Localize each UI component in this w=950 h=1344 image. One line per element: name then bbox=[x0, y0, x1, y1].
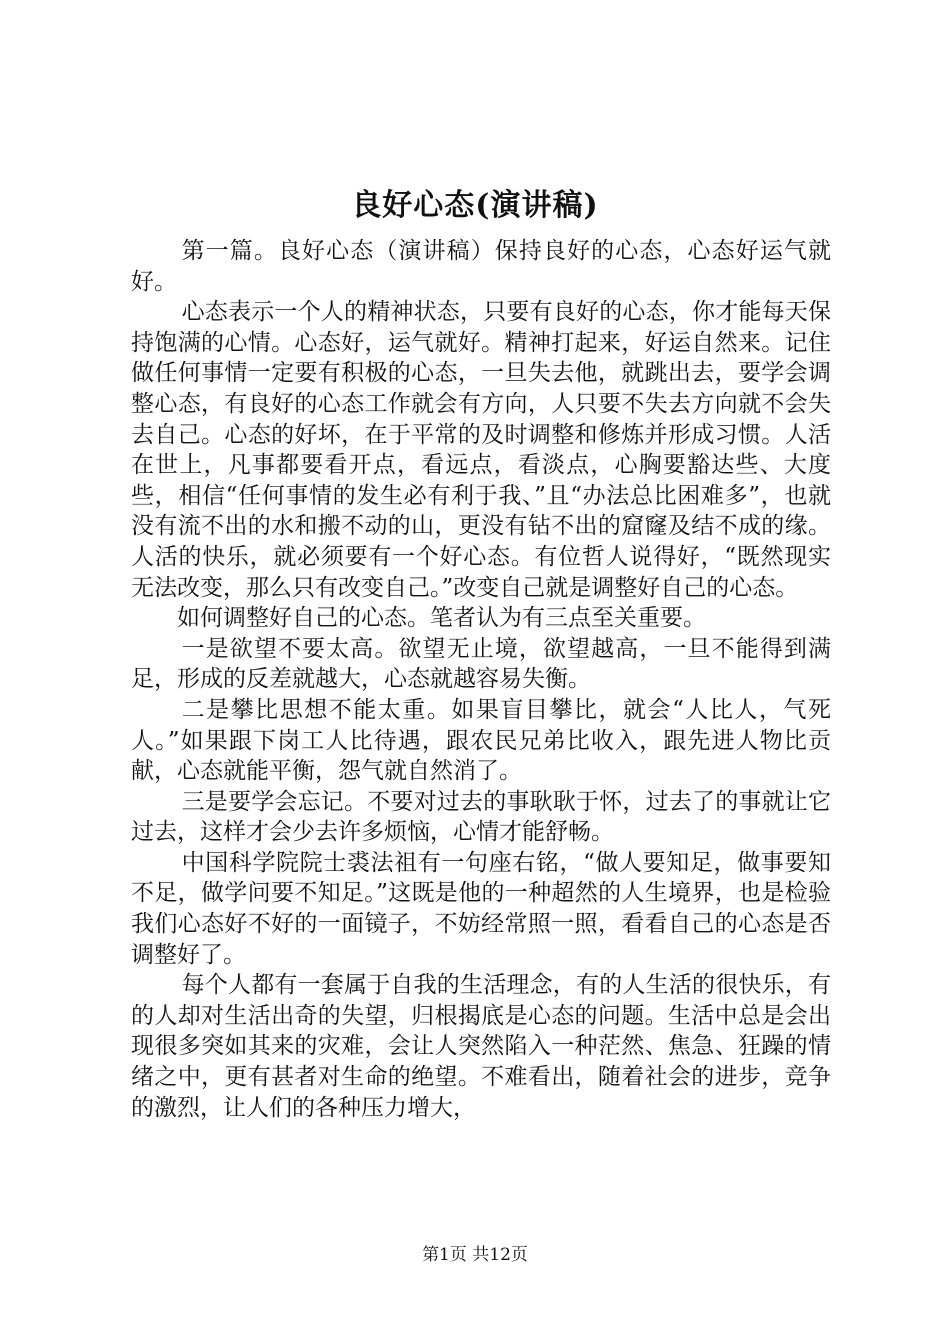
paragraph-2: 心态表示一个人的精神状态，只要有良好的心态，你才能每天保持饱满的心情。心态好，运气就好。精神打起来，好运自然来。记住做任何事情一定要有积极的心态，一旦失去他，就跳出去，要学会调整心态，有良好的心态工作就会有方向，人只要不失去方向就不会失去自己。心态的好坏，在于平常的及时调整和修炼并形成习惯。人活在世上，凡事都要看开点，看远点，看淡点，心胸要豁达些、大度些，相信“任何事情的发生必有利于我、”且“办法总比困难多”，也就没有流不出的水和搬不动的山，更没有钻不出的窟窿及结不成的缘。人活的快乐，就必须要有一个好心态。有位哲人说得好，“既然现实无法改变，那么只有改变自己。”改变自己就是调整好自己的心态。 bbox=[131, 299, 831, 601]
document-body bbox=[131, 236, 831, 1123]
paragraph-5: 二是攀比思想不能太重。如果盲目攀比，就会“人比人，气死人。”如果跟下岗工人比待遇，跟农民兄弟比收入，跟先进人物比贡献，心态就能平衡，怨气就自然消了。 bbox=[131, 696, 831, 785]
document-title: 良好心态(演讲稿) bbox=[351, 188, 599, 223]
paragraph-1: 第一篇。良好心态（演讲稿）保持良好的心态，心态好运气就好。 bbox=[131, 238, 831, 295]
paragraph-6: 三是要学会忘记。不要对过去的事耿耿于怀，过去了的事就让它过去，这样才会少去许多烦恼，心情才能舒畅。 bbox=[131, 788, 831, 846]
paragraph-4: 一是欲望不要太高。欲望无止境，欲望越高，一旦不能得到满足，形成的反差就越大，心态就越容易失衡。 bbox=[131, 635, 831, 693]
paragraph-3: 如何调整好自己的心态。笔者认为有三点至关重要。 bbox=[177, 605, 706, 632]
paragraph-7: 中国科学院院士裘法祖有一句座右铭，“做人要知足，做事要知不足，做学问要不知足。”这既是他的一种超然的人生境界，也是检验我们心态好不好的一面镜子，不妨经常照一照，看看自己的心态是否调整好了。 bbox=[131, 849, 831, 968]
page-number-footer: 第1页 共12页 bbox=[422, 1245, 528, 1265]
paragraph-8: 每个人都有一套属于自我的生活理念，有的人生活的很快乐，有的人却对生活出奇的失望，归根揭底是心态的问题。生活中总是会出现很多突如其来的灾难，会让人突然陷入一种茫然、焦急、狂躁的情绪之中，更有甚者对生命的绝望。不难看出，随着社会的进步，竞争的激烈，让人们的各种压力增大， bbox=[131, 972, 831, 1121]
